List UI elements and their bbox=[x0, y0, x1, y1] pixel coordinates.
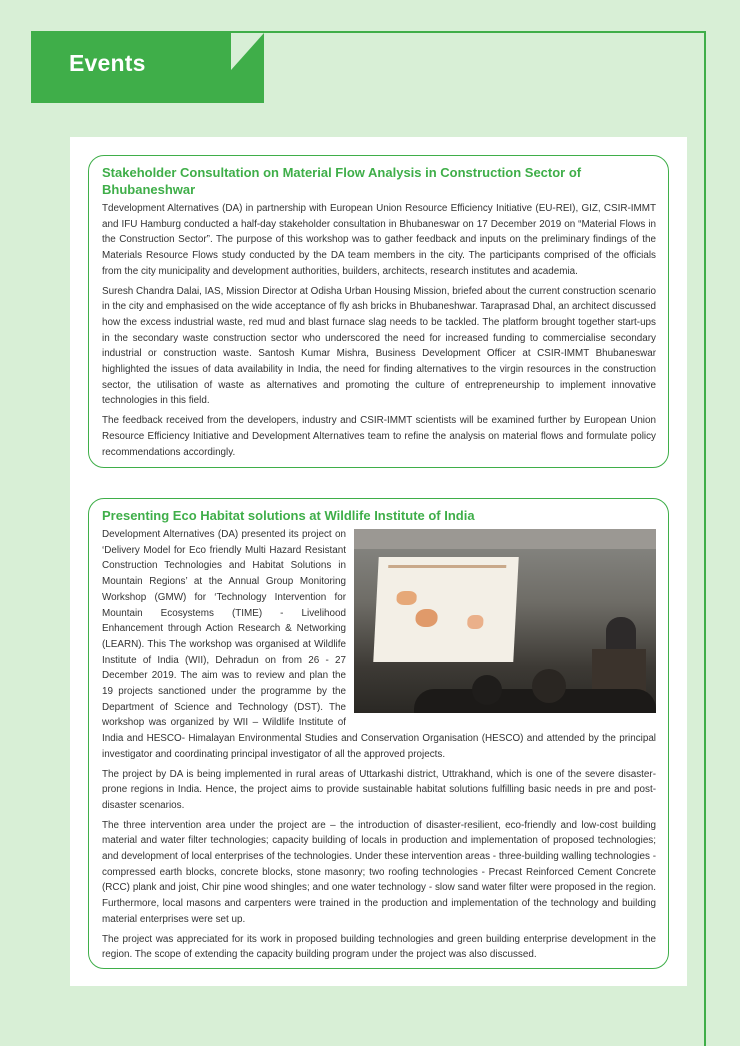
section-title: Events bbox=[69, 50, 146, 76]
banner-fold-corner bbox=[231, 33, 264, 70]
content-panel bbox=[70, 137, 687, 986]
article-card bbox=[88, 155, 669, 468]
frame-border-top bbox=[264, 31, 705, 33]
article-paragraph: The project by DA is being implemented in rural areas of Uttarkashi district, Uttrakhand, which is one of the severe disaster-prone regions in India. Hence, the project aims to provide sustainable habitat solutions fulfilling basic needs in pre and post-disaster scenarios. bbox=[102, 768, 656, 811]
photo-projection-screen bbox=[373, 557, 519, 662]
frame-border-right bbox=[704, 31, 706, 1046]
article-intro-text: Development Alternatives (DA) presented its project on ‘Delivery Model for Eco friendly Multi Hazard Resistant Construction Technologies and Habitat Solutions in Mountain Regions’ at the Annual Group Monitoring Workshop (GMW) for ‘Technology Intervention for Mountain Ecosystems (TIME) - Livelihood Enhancement through Action Research & Networking (LEARN). This The workshop was organised at Wildlife Institute of India (WII), Dehradun on from 26 - 27 December 2019. The aim was to review and plan the 19 projects sanctioned under the programme by the Department of Science and Technology (DST). The workshop was organized by WII – Wildlife Institute of India and HESCO- Himalayan Environmental Studies and Conservation Organisation (HESCO) and attended by the principal investigator and coordinating principal investigator of all the approved projects. bbox=[102, 529, 656, 760]
article-paragraph bbox=[102, 527, 656, 763]
article-paragraph: The project was appreciated for its work in proposed building technologies and green building enterprise development in the region. The scope of extending the capacity building program under the project was also discussed. bbox=[102, 933, 656, 961]
article-paragraph: Tdevelopment Alternatives (DA) in partnership with European Union Resource Efficiency Initiative (EU-REI), GIZ, CSIR-IMMT and IFU Hamburg conducted a half-day stakeholder consultation in Bhubaneswar on 17 December 2019 on “Material Flows in the Construction Sector”. The purpose of this workshop was to gather feedback and inputs on the preliminary findings of the Materials Resource Flows study conducted by the DA team members in the city. The participants comprised of the officials from the city municipality and development authorities, builders, architects, research institutes and academia. bbox=[102, 203, 656, 277]
article-paragraph: The feedback received from the developers, industry and CSIR-IMMT scientists will be examined further by European Union Resource Efficiency Initiative and Development Alternatives team to refine the analysis on material flows and formulate policy recommendations accordingly. bbox=[102, 415, 656, 458]
workshop-photo bbox=[354, 529, 656, 713]
article-paragraph: Suresh Chandra Dalai, IAS, Mission Director at Odisha Urban Housing Mission, briefed about the current construction scenario in the city and emphasised on the wide acceptance of fly ash bricks in Bhubaneshwar. Taraprasad Dhal, an architect discussed how the excess industrial waste, red mud and blast furnace slag needs to be tackled. The platform brought together start-ups in the secondary waste construction sector who underscored the need for increased funding to commercialise secondary industrial or construction waste. Santosh Kumar Mishra, Business Development Officer at CSIR-IMMT Bhubaneswar highlighted the issues of data availability in India, the need for finding alternatives to the virgin resources in the construction sector, the utilisation of waste as alternatives and promoting the culture of entrepreneurship to implement innovative technologies in this field. bbox=[102, 285, 656, 407]
photo-ceiling bbox=[354, 529, 656, 549]
article-title: Presenting Eco Habitat solutions at Wildlife Institute of India bbox=[102, 508, 475, 523]
article-paragraph: The three intervention area under the project are – the introduction of disaster-resilient, eco-friendly and low-cost building material and water filter technologies; capacity building of locals in production and implementation of proposed technologies; and development of local enterprises of the technologies. Under these intervention areas - three-building walling technologies - compressed earth blocks, concrete blocks, stone masonry; two roofing technologies - Precast Reinforced Cement Concrete (RCC) plank and joist, Chir pine wood shingles; and one water technology - slow sand water filter were proposed in the region. Furthermore, local masons and carpenters were trained in the production and implementation of the technology and building material enterprises were set up. bbox=[102, 819, 656, 925]
section-banner bbox=[31, 31, 264, 103]
article-title: Stakeholder Consultation on Material Flow Analysis in Construction Sector of Bhubaneshwar bbox=[102, 165, 582, 197]
article-card bbox=[88, 498, 669, 969]
